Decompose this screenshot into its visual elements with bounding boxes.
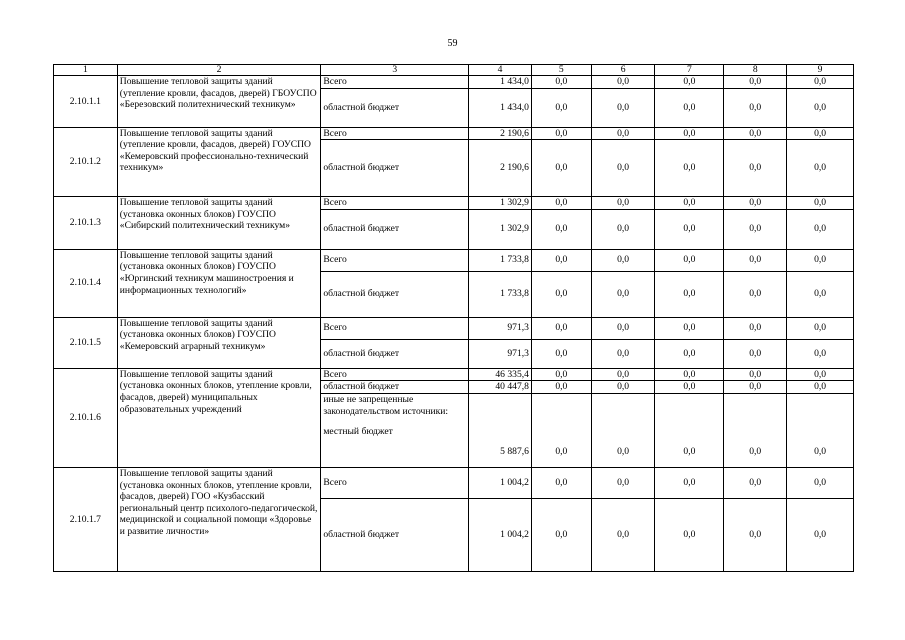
value-col6: 0,0 — [591, 88, 655, 127]
value-col8: 0,0 — [724, 467, 787, 498]
value-col8: 0,0 — [724, 209, 787, 249]
value-col7: 0,0 — [655, 271, 724, 317]
value-col9: 0,0 — [787, 249, 854, 271]
value-col7: 0,0 — [655, 393, 724, 467]
value-col5: 0,0 — [531, 88, 591, 127]
value-col6: 0,0 — [591, 339, 655, 368]
column-header: 3 — [321, 65, 469, 76]
value-col6: 0,0 — [591, 209, 655, 249]
value-col7: 0,0 — [655, 498, 724, 571]
row-code: 2.10.1.5 — [54, 317, 118, 368]
funding-table — [53, 64, 854, 572]
table-row — [54, 467, 854, 498]
value-col4: 1 733,8 — [469, 271, 532, 317]
value-col6: 0,0 — [591, 381, 655, 394]
table-row — [54, 127, 854, 140]
value-col9: 0,0 — [787, 339, 854, 368]
table-row — [54, 317, 854, 339]
value-col8: 0,0 — [724, 76, 787, 89]
table-row — [54, 368, 854, 381]
value-col6: 0,0 — [591, 76, 655, 89]
row-description: Повышение тепловой защиты зданий (установка оконных блоков) ГОУСПО «Сибирский политехнический техникум» — [117, 197, 321, 250]
value-col6: 0,0 — [591, 140, 655, 197]
row-description: Повышение тепловой защиты зданий (утепление кровли, фасадов, дверей) ГОУСПО «Кемеровский профессионально-технический техникум» — [117, 127, 321, 197]
value-col7: 0,0 — [655, 88, 724, 127]
row-description: Повышение тепловой защиты зданий (установка оконных блоков) ГОУСПО «Кемеровский аграрный техникум» — [117, 317, 321, 368]
value-col8: 0,0 — [724, 271, 787, 317]
value-col7: 0,0 — [655, 339, 724, 368]
value-col9: 0,0 — [787, 209, 854, 249]
other-sources-label: иные не запрещенные законодательством источники: — [323, 393, 449, 417]
value-col5: 0,0 — [531, 127, 591, 140]
value-col9: 0,0 — [787, 317, 854, 339]
value-col7: 0,0 — [655, 381, 724, 394]
value-col7: 0,0 — [655, 317, 724, 339]
value-col7: 0,0 — [655, 249, 724, 271]
value-col5: 0,0 — [531, 467, 591, 498]
value-col5: 0,0 — [531, 140, 591, 197]
funding-source — [321, 393, 469, 467]
column-header: 9 — [787, 65, 854, 76]
row-code: 2.10.1.1 — [54, 76, 118, 128]
value-col5: 0,0 — [531, 393, 591, 467]
row-code: 2.10.1.2 — [54, 127, 118, 197]
value-col4: 1 004,2 — [469, 467, 532, 498]
value-col8: 0,0 — [724, 339, 787, 368]
funding-source: Всего — [321, 467, 469, 498]
value-col7: 0,0 — [655, 140, 724, 197]
value-col7: 0,0 — [655, 127, 724, 140]
value-col7: 0,0 — [655, 368, 724, 381]
value-col5: 0,0 — [531, 271, 591, 317]
funding-source: областной бюджет — [321, 88, 469, 127]
value-col5: 0,0 — [531, 209, 591, 249]
value-col4: 46 335,4 — [469, 368, 532, 381]
value-col6: 0,0 — [591, 467, 655, 498]
value-col4: 2 190,6 — [469, 127, 532, 140]
value-col6: 0,0 — [591, 271, 655, 317]
funding-source: областной бюджет — [321, 339, 469, 368]
value-col4: 1 434,0 — [469, 88, 532, 127]
column-header: 4 — [469, 65, 532, 76]
value-col4: 1 434,0 — [469, 76, 532, 89]
value-col8: 0,0 — [724, 140, 787, 197]
value-col6: 0,0 — [591, 249, 655, 271]
value-col9: 0,0 — [787, 393, 854, 467]
funding-source: областной бюджет — [321, 271, 469, 317]
value-col5: 0,0 — [531, 368, 591, 381]
value-col7: 0,0 — [655, 197, 724, 210]
value-col9: 0,0 — [787, 271, 854, 317]
funding-source: Всего — [321, 127, 469, 140]
funding-source: Всего — [321, 317, 469, 339]
value-col9: 0,0 — [787, 197, 854, 210]
funding-source: Всего — [321, 368, 469, 381]
value-col5: 0,0 — [531, 317, 591, 339]
value-col6: 0,0 — [591, 127, 655, 140]
column-header: 7 — [655, 65, 724, 76]
value-col9: 0,0 — [787, 368, 854, 381]
value-col7: 0,0 — [655, 76, 724, 89]
value-col4: 971,3 — [469, 317, 532, 339]
column-header: 6 — [591, 65, 655, 76]
value-col5: 0,0 — [531, 381, 591, 394]
value-col9: 0,0 — [787, 127, 854, 140]
value-col6: 0,0 — [591, 393, 655, 467]
local-budget-label: местный бюджет — [323, 426, 393, 438]
funding-source: областной бюджет — [321, 381, 469, 394]
value-col5: 0,0 — [531, 249, 591, 271]
column-header: 8 — [724, 65, 787, 76]
value-col8: 0,0 — [724, 381, 787, 394]
value-col6: 0,0 — [591, 317, 655, 339]
row-description: Повышение тепловой защиты зданий (утепление кровли, фасадов, дверей) ГБОУСПО «Березовский политехнический техникум» — [117, 76, 321, 128]
funding-source: Всего — [321, 249, 469, 271]
value-col4: 1 004,2 — [469, 498, 532, 571]
row-description: Повышение тепловой защиты зданий (установка оконных блоков, утепление кровли, фасадов, дверей) ГОО «Кузбасский региональный центр психолого-педагогической, медицинской и социальной помощи «Здоровье и развитие личности» — [117, 467, 321, 571]
value-col4: 2 190,6 — [469, 140, 532, 197]
value-col7: 0,0 — [655, 467, 724, 498]
row-description: Повышение тепловой защиты зданий (установка оконных блоков) ГОУСПО «Юргинский техникум машиностроения и информационных технологий» — [117, 249, 321, 317]
funding-source: Всего — [321, 197, 469, 210]
value-col4: 1 302,9 — [469, 209, 532, 249]
value-col9: 0,0 — [787, 140, 854, 197]
funding-source: Всего — [321, 76, 469, 89]
table-row — [54, 76, 854, 89]
value-col4: 1 302,9 — [469, 197, 532, 210]
row-code: 2.10.1.3 — [54, 197, 118, 250]
row-code: 2.10.1.6 — [54, 368, 118, 467]
value-col8: 0,0 — [724, 393, 787, 467]
funding-source: областной бюджет — [321, 140, 469, 197]
table-header-row — [54, 65, 854, 76]
value-col4: 971,3 — [469, 339, 532, 368]
page-number: 59 — [447, 38, 458, 49]
value-col8: 0,0 — [724, 88, 787, 127]
value-col8: 0,0 — [724, 127, 787, 140]
value-col8: 0,0 — [724, 249, 787, 271]
table-row — [54, 249, 854, 271]
row-code: 2.10.1.7 — [54, 467, 118, 571]
value-col5: 0,0 — [531, 498, 591, 571]
value-col6: 0,0 — [591, 197, 655, 210]
value-col9: 0,0 — [787, 88, 854, 127]
value-col4: 1 733,8 — [469, 249, 532, 271]
value-col6: 0,0 — [591, 498, 655, 571]
value-col7: 0,0 — [655, 209, 724, 249]
value-col9: 0,0 — [787, 381, 854, 394]
value-col5: 0,0 — [531, 76, 591, 89]
table-row — [54, 197, 854, 210]
value-col5: 0,0 — [531, 339, 591, 368]
value-col8: 0,0 — [724, 498, 787, 571]
value-col8: 0,0 — [724, 197, 787, 210]
funding-source: областной бюджет — [321, 498, 469, 571]
value-col9: 0,0 — [787, 76, 854, 89]
row-description: Повышение тепловой защиты зданий (установка оконных блоков, утепление кровли, фасадов, дверей) муниципальных образовательных учреждений — [117, 368, 321, 467]
row-code: 2.10.1.4 — [54, 249, 118, 317]
value-col5: 0,0 — [531, 197, 591, 210]
value-col4: 5 887,6 — [469, 393, 532, 467]
column-header: 5 — [531, 65, 591, 76]
column-header: 2 — [117, 65, 321, 76]
value-col8: 0,0 — [724, 368, 787, 381]
column-header: 1 — [54, 65, 118, 76]
value-col9: 0,0 — [787, 467, 854, 498]
value-col4: 40 447,8 — [469, 381, 532, 394]
value-col6: 0,0 — [591, 368, 655, 381]
value-col8: 0,0 — [724, 317, 787, 339]
funding-source: областной бюджет — [321, 209, 469, 249]
value-col9: 0,0 — [787, 498, 854, 571]
